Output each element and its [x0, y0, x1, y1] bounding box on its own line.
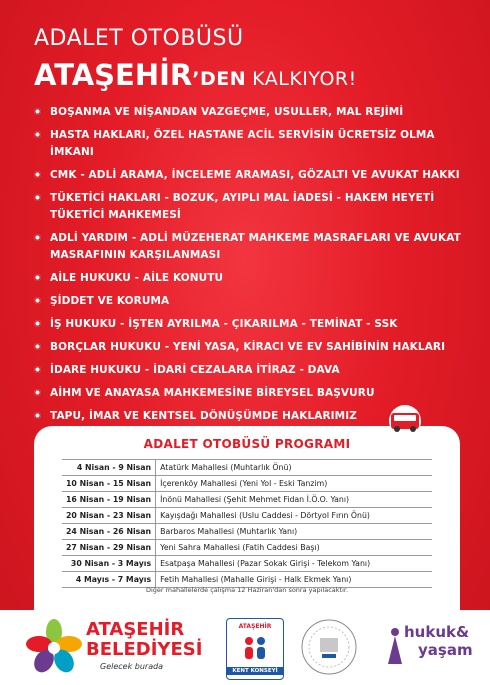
kent-konseyi-top: ATAŞEHİR: [238, 623, 272, 630]
row-location: İçerenköy Mahallesi (Yeni Yol - Eski Tanzim): [156, 476, 432, 492]
row-location: Fetih Mahallesi (Mahalle Girişi - Halk Ekmek Yanı): [156, 572, 432, 588]
hukuk-yasam-logo-icon: [384, 622, 476, 670]
topic-item: AİHM VE ANAYASA MAHKEMESİNE BİREYSEL BAŞVURU: [34, 385, 464, 402]
table-row: [62, 556, 432, 572]
program-title: ADALET OTOBÜSÜ PROGRAMI: [143, 437, 351, 451]
topic-item: İDARE HUKUKU - İDARİ CEZALARA İTİRAZ - DAVA: [34, 362, 464, 379]
figure-icon: [384, 626, 406, 666]
header-place: ATAŞEHİR: [34, 58, 193, 92]
bullet-icon: [34, 274, 41, 281]
row-location: Kayışdağı Mahallesi (Uslu Caddesi - Dörtyol Fırın Önü): [156, 508, 432, 524]
belediye-name-line2: BELEDİYESİ: [86, 639, 203, 660]
header-exclaim: !: [348, 68, 357, 90]
row-location: Barbaros Mahallesi (Muhtarlık Yanı): [156, 524, 432, 540]
topic-item: ADLİ YARDIM - ADLİ MÜZEHERAT MAHKEME MASRAFLARI VE AVUKAT MASRAFININ KARŞILANMASI: [34, 230, 464, 264]
table-row: [62, 540, 432, 556]
footer: [0, 610, 490, 685]
program-note: Diğer mahallelerde çalışma 12 Haziran'dan sonra yapılacaktır.: [145, 586, 349, 594]
row-dates: 10 Nisan - 15 Nisan: [62, 476, 156, 492]
topic-item: BOŞANMA VE NİŞANDAN VAZGEÇME, USULLER, MAL REJİMİ: [34, 104, 464, 121]
kent-konseyi-bottom: KENT KONSEYİ: [227, 667, 283, 675]
poster-header: [34, 26, 357, 97]
table-row: [62, 492, 432, 508]
row-dates: 30 Nisan - 3 Mayıs: [62, 556, 156, 572]
bullet-icon: [34, 366, 41, 373]
kent-konseyi-logo-icon: [226, 618, 284, 680]
partner-line2: yaşam: [418, 641, 473, 659]
bullet-icon: [34, 343, 41, 350]
header-line2: [34, 58, 357, 97]
topic-item: BORÇLAR HUKUKU - YENİ YASA, KİRACI VE EV SAHİBİNİN HAKLARI: [34, 339, 464, 356]
table-row: [62, 524, 432, 540]
topic-item: İŞ HUKUKU - İŞTEN AYRILMA - ÇIKARILMA - TEMİNAT - SSK: [34, 316, 464, 333]
bullet-icon: [34, 234, 41, 241]
row-location: Atatürk Mahallesi (Muhtarlık Önü): [156, 460, 432, 476]
topic-item: CMK - ADLİ ARAMA, İNCELEME ARAMASI, GÖZALTI VE AVUKAT HAKKI: [34, 167, 464, 184]
topic-item: TÜKETİCİ HAKLARI - BOZUK, AYIPLI MAL İADESİ - HAKEM HEYETİ TÜKETİCİ MAHKEMESİ: [34, 190, 464, 224]
flower-logo-icon: [24, 616, 84, 678]
schedule-table: [62, 459, 432, 588]
bullet-icon: [34, 194, 41, 201]
bullet-icon: [34, 320, 41, 327]
row-location: Yeni Sahra Mahallesi (Fatih Caddesi Başı): [156, 540, 432, 556]
belediye-slogan: Gelecek burada: [100, 662, 164, 671]
bullet-icon: [34, 297, 41, 304]
bullet-icon: [34, 412, 41, 419]
row-dates: 20 Nisan - 23 Nisan: [62, 508, 156, 524]
belediye-name-line1: ATAŞEHİR: [86, 619, 185, 640]
row-dates: 4 Nisan - 9 Nisan: [62, 460, 156, 476]
header-verb: KALKIYOR: [252, 68, 349, 90]
people-icon: [241, 635, 269, 661]
program-panel: [34, 426, 460, 610]
row-dates: 24 Nisan - 26 Nisan: [62, 524, 156, 540]
bullet-icon: [34, 389, 41, 396]
partner-line1: hukuk&: [404, 623, 470, 641]
topic-item: TAPU, İMAR VE KENTSEL DÖNÜŞÜMDE HAKLARIMIZ: [34, 408, 464, 425]
topic-list: [34, 104, 464, 431]
row-dates: 4 Mayıs - 7 Mayıs: [62, 572, 156, 588]
topic-item: AİLE HUKUKU - AİLE KONUTU: [34, 270, 464, 287]
row-dates: 16 Nisan - 19 Nisan: [62, 492, 156, 508]
topic-item: HASTA HAKLARI, ÖZEL HASTANE ACİL SERVİSİN ÜCRETSİZ OLMA İMKANI: [34, 127, 464, 161]
table-row: [62, 508, 432, 524]
header-suffix: ’DEN: [192, 68, 247, 90]
bus-icon: [380, 404, 430, 438]
header-line1: ADALET OTOBÜSÜ: [34, 26, 244, 51]
table-row: [62, 460, 432, 476]
seal-icon: [300, 618, 358, 676]
bullet-icon: [34, 108, 41, 115]
bullet-icon: [34, 131, 41, 138]
topic-item: ŞİDDET VE KORUMA: [34, 293, 464, 310]
row-location: Esatpaşa Mahallesi (Pazar Sokak Girişi - Telekom Yanı): [156, 556, 432, 572]
table-row: [62, 476, 432, 492]
row-dates: 27 Nisan - 29 Nisan: [62, 540, 156, 556]
row-location: İnönü Mahallesi (Şehit Mehmet Fidan İ.Ö.O. Yanı): [156, 492, 432, 508]
bullet-icon: [34, 171, 41, 178]
